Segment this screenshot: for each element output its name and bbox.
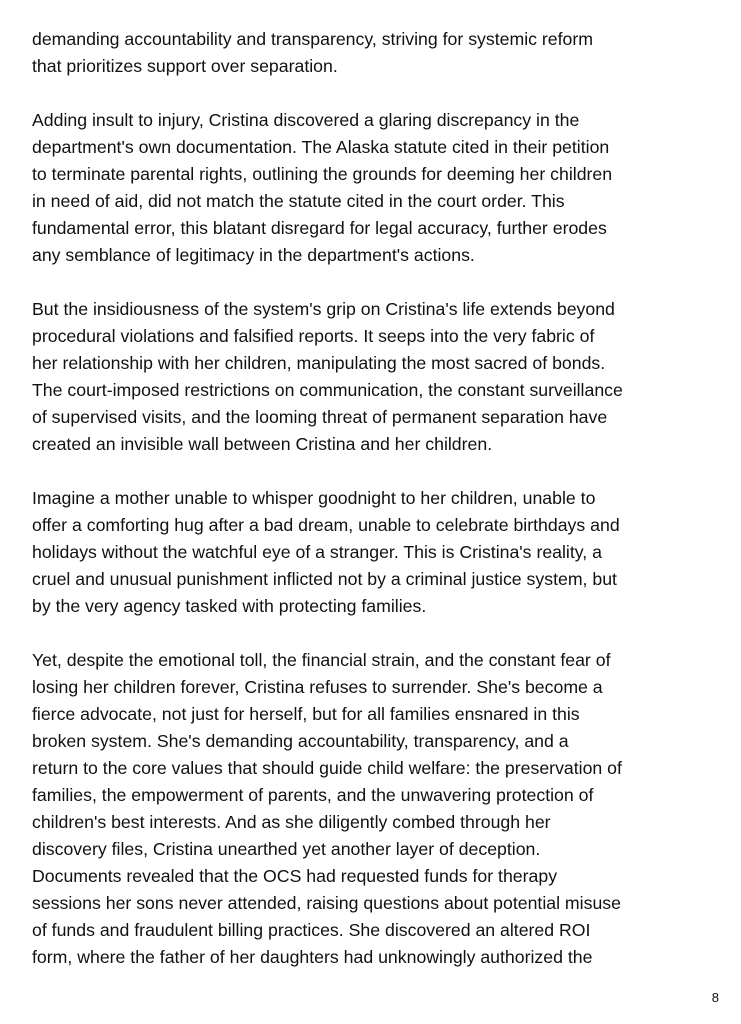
text-line: department's own documentation. The Alaska statute cited in their petition	[32, 137, 610, 157]
text-line: fierce advocate, not just for herself, but for all families ensnared in this	[32, 704, 580, 724]
text-line: form, where the father of her daughters had unknowingly authorized the	[32, 947, 593, 967]
text-line: her relationship with her children, manipulating the most sacred of bonds.	[32, 353, 606, 373]
text-line: offer a comforting hug after a bad dream, unable to celebrate birthdays and	[32, 515, 620, 535]
paragraph-spacer	[32, 458, 722, 485]
paragraph-spacer	[32, 620, 722, 647]
page-content	[32, 26, 722, 971]
text-line: families, the empowerment of parents, and the unwavering protection of	[32, 785, 594, 805]
paragraph-3	[32, 296, 722, 458]
text-line: The court-imposed restrictions on communication, the constant surveillance	[32, 380, 623, 400]
text-line: children's best interests. And as she diligently combed through her	[32, 812, 551, 832]
text-line: Documents revealed that the OCS had requested funds for therapy	[32, 866, 558, 886]
text-line: holidays without the watchful eye of a stranger. This is Cristina's reality, a	[32, 542, 602, 562]
text-line: created an invisible wall between Cristina and her children.	[32, 434, 493, 454]
text-line: sessions her sons never attended, raising questions about potential misuse	[32, 893, 621, 913]
text-line: return to the core values that should guide child welfare: the preservation of	[32, 758, 622, 778]
paragraph-2	[32, 107, 722, 269]
text-line: that prioritizes support over separation.	[32, 56, 338, 76]
text-line: But the insidiousness of the system's grip on Cristina's life extends beyond	[32, 299, 615, 319]
text-line: of funds and fraudulent billing practices. She discovered an altered ROI	[32, 920, 591, 940]
text-line: broken system. She's demanding accountability, transparency, and a	[32, 731, 569, 751]
text-line: demanding accountability and transparency, striving for systemic reform	[32, 29, 594, 49]
text-line: fundamental error, this blatant disregard for legal accuracy, further erodes	[32, 218, 607, 238]
text-line: cruel and unusual punishment inflicted not by a criminal justice system, but	[32, 569, 617, 589]
page-number: 8	[711, 990, 719, 1005]
text-line: in need of aid, did not match the statute cited in the court order. This	[32, 191, 565, 211]
paragraph-4	[32, 485, 722, 620]
text-line: Imagine a mother unable to whisper goodnight to her children, unable to	[32, 488, 596, 508]
text-line: Yet, despite the emotional toll, the financial strain, and the constant fear of	[32, 650, 611, 670]
paragraph-1	[32, 26, 722, 80]
paragraph-spacer	[32, 269, 722, 296]
text-line: discovery files, Cristina unearthed yet another layer of deception.	[32, 839, 541, 859]
text-line: by the very agency tasked with protecting families.	[32, 596, 427, 616]
text-line: procedural violations and falsified reports. It seeps into the very fabric of	[32, 326, 595, 346]
text-line: losing her children forever, Cristina refuses to surrender. She's become a	[32, 677, 603, 697]
paragraph-5	[32, 647, 722, 971]
text-line: of supervised visits, and the looming threat of permanent separation have	[32, 407, 608, 427]
text-line: Adding insult to injury, Cristina discovered a glaring discrepancy in the	[32, 110, 580, 130]
text-line: to terminate parental rights, outlining the grounds for deeming her children	[32, 164, 613, 184]
text-line: any semblance of legitimacy in the department's actions.	[32, 245, 475, 265]
paragraph-spacer	[32, 80, 722, 107]
